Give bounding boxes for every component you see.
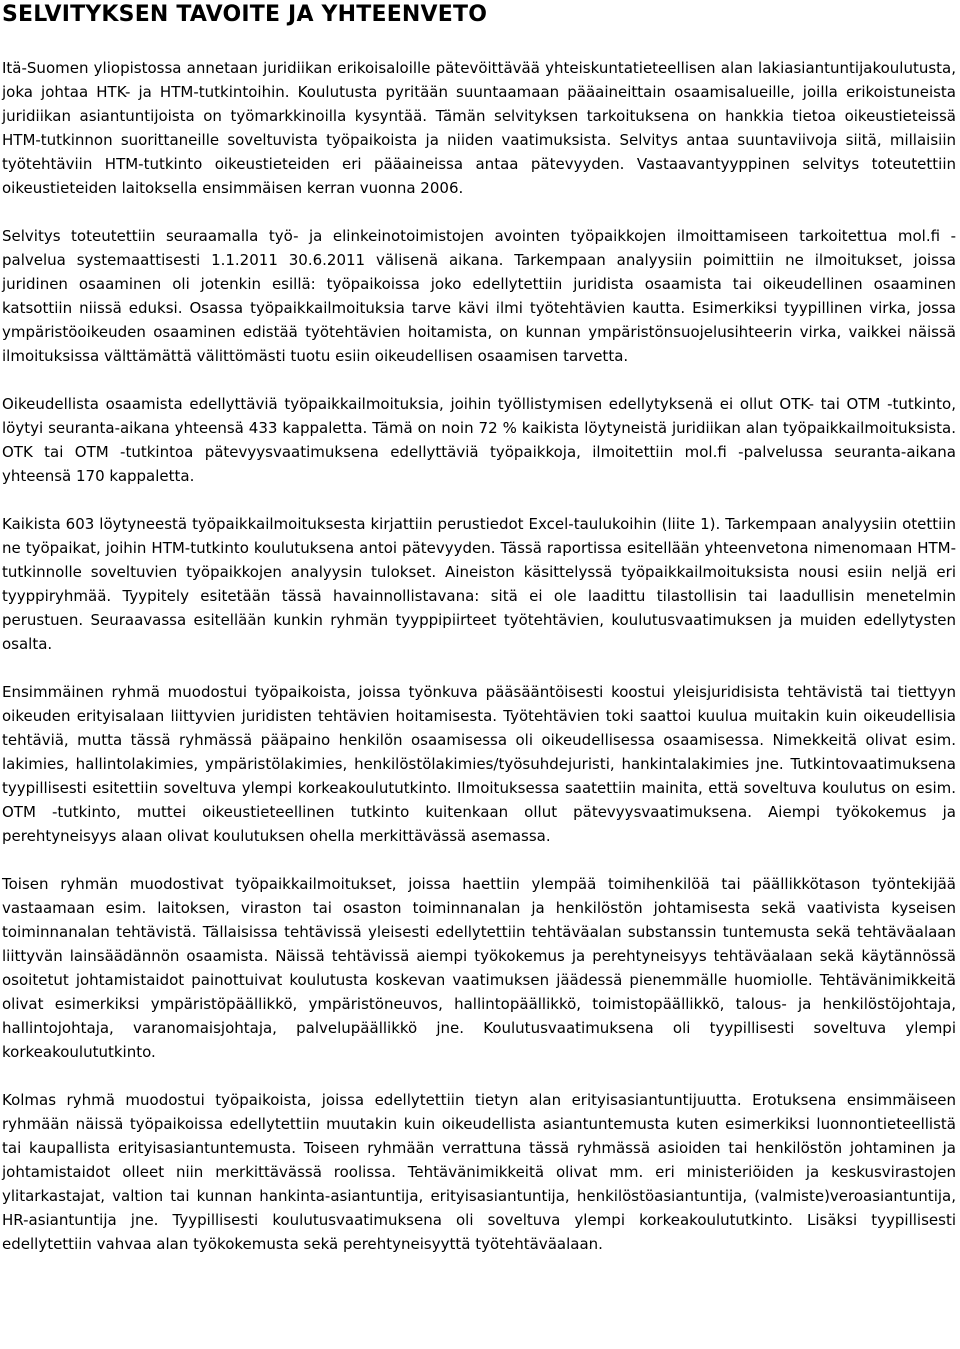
section-heading: SELVITYKSEN TAVOITE JA YHTEENVETO xyxy=(2,2,488,27)
paragraph-method: Selvitys toteutettiin seuraamalla työ- ja elinkeinotoimistojen avointen työpaikkojen ilmoittamiseen tarkoitettua mol.fi -palvelua systemaattisesti 1.1.2011 30.6.2011 välisenä aikana. Tarkempaan analyysiin poimittiin ne ilmoitukset, joissa juridinen osaaminen oli jotenkin esillä: työpaikoissa joko edellytettiin juridista osaamista tai oikeudellinen osaaminen katsottiin niissä eduksi. Osassa työpaikkailmoituksia tarve kävi ilmi työtehtävien kautta. Esimerkiksi tyypillinen virka, jossa ympäristöoikeuden osaaminen edistää työtehtävien hoitamista, on kunnan ympäristönsuojelusihteerin virka, vaikkei näissä ilmoituksissa välttämättä välittömästi tuotu esiin oikeudellisen osaamisen tarvetta. xyxy=(2,227,956,365)
paragraph-objective: Itä-Suomen yliopistossa annetaan juridiikan erikoisaloille pätevöittävää yhteiskuntatieteellisen alan lakiasiantuntijakoulutusta, joka johtaa HTK- ja HTM-tutkintoihin. Koulutusta pyritään suuntaamaan pääaineittain osaamisalueille, joilla erikoistuneista juridiikan asiantuntijoista on työmarkkinoilla kysyntää. Tämän selvityksen tarkoituksena on hankkia tietoa oikeustieteissä HTM-tutkinnon suorittaneille soveltuvista työpaikoista ja niiden vaatimuksista. Selvitys antaa suuntaviivoja siitä, millaisiin työtehtäviin HTM-tutkinto oikeustieteiden eri pääaineissa antaa pätevyyden. Vastaavantyyppinen selvitys toteutettiin oikeustieteiden laitoksella ensimmäisen kerran vuonna 2006. xyxy=(2,59,956,197)
document-page xyxy=(2,0,956,1280)
paragraph-group-3: Kolmas ryhmä muodostui työpaikoista, joissa edellytettiin tietyn alan erityisasiantuntijuutta. Erotuksena ensimmäiseen ryhmään näissä työpaikoissa edellytettiin muutakin kuin oikeudellista asiantuntemusta kuten esimerkiksi luonnontieteellistä tai kaupallista erityisasiantuntemusta. Toiseen ryhmään verrattuna tässä ryhmässä asioiden tai henkilöstön johtaminen ja johtamistaidot olleet niin merkittävässä roolissa. Tehtävänimikkeitä olivat mm. eri ministeriöiden ja keskusvirastojen ylitarkastajat, valtion tai kunnan hankinta-asiantuntija, erityisasiantuntija, henkilöstöasiantuntija, (valmiste)veroasiantuntija, HR-asiantuntija jne. Tyypillisesti koulutusvaatimuksena oli soveltuva ylempi korkeakoulututkinto. Lisäksi tyypillisesti edellytettiin vahvaa alan työkokemusta sekä perehtyneisyyttä työtehtäväalaan. xyxy=(2,1091,956,1253)
body-text xyxy=(2,56,956,1256)
paragraph-analysis: Kaikista 603 löytyneestä työpaikkailmoituksesta kirjattiin perustiedot Excel-taulukoihin (liite 1). Tarkempaan analyysiin otettiin ne työpaikat, joihin HTM-tutkinto koulutuksena antoi pätevyyden. Tässä raportissa esitellään yhteenvetona nimenomaan HTM-tutkinnolle soveltuvien työpaikkojen analyysin tulokset. Aineiston käsittelyssä työpaikkailmoituksista nousi esiin neljä eri tyyppiryhmää. Tyypitely esitetään tässä havainnollistavana: sitä ei ole laadittu tilastollisin tai laadullisin menetelmin perustuen. Seuraavassa esitellään kunkin ryhmän tyyppipiirteet työtehtävien, koulutusvaatimuksen ja muiden edellytysten osalta. xyxy=(2,515,956,653)
paragraph-group-1: Ensimmäinen ryhmä muodostui työpaikoista, joissa työnkuva pääsääntöisesti koostui yleisjuridisista tehtävistä tai tiettyyn oikeuden erityisalaan liittyvien juridisten tehtävien hoitamisesta. Työtehtävien toki saattoi kuulua muitakin kuin oikeudellisia tehtäviä, mutta tässä ryhmässä pääpaino henkilön osaamisessa oli oikeudellisessa osaamisessa. Nimekkeitä olivat esim. lakimies, hallintolakimies, ympäristölakimies, henkilöstölakimies/työsuhdejuristi, hankintalakimies jne. Tutkintovaatimuksena tyypillisesti esitettiin soveltuva ylempi korkeakoulututkinto. Ilmoituksessa saatettiin mainita, että soveltuva koulutus on esim. OTM -tutkinto, muttei oikeustieteellinen tutkinto kuitenkaan ollut pätevyysvaatimuksena. Aiempi työkokemus ja perehtyneisyys alaan olivat koulutuksen ohella merkittävässä asemassa. xyxy=(2,683,956,845)
paragraph-counts: Oikeudellista osaamista edellyttäviä työpaikkailmoituksia, joihin työllistymisen edellytyksenä ei ollut OTK- tai OTM -tutkinto, löytyi seuranta-aikana yhteensä 433 kappaletta. Tämä on noin 72 % kaikista löytyneistä juridiikan alan työpaikkailmoituksista. OTK tai OTM -tutkintoa pätevyysvaatimuksena edellyttäviä työpaikkoja, ilmoitettiin mol.fi -palvelussa seuranta-aikana yhteensä 170 kappaletta. xyxy=(2,395,956,485)
paragraph-group-2: Toisen ryhmän muodostivat työpaikkailmoitukset, joissa haettiin ylempää toimihenkilöä tai päällikkötason työntekijää vastaamaan esim. laitoksen, viraston tai osaston toiminnanalan ja henkilöstön johtamisesta sekä vaativista kyseisen toiminnanalan tehtävistä. Tällaisissa tehtävissä yleisesti edellytettiin tehtäväalan substanssin tuntemusta sekä tehtäväalaan liittyvän lainsäädännön osaamista. Näissä tehtävissä aiempi työkokemus ja perehtyneisyys tehtäväalaan sekä käytännössä osoitetut johtamistaidot painottuivat koulutusta koskevan vaatimuksen jäädessä pienemmälle huomiolle. Tehtävänimikkeitä olivat esimerkiksi ympäristöpäällikkö, ympäristöneuvos, hallintopäällikkö, toimistopäällikkö, talous- ja henkilöstöjohtaja, hallintojohtaja, varanomaisjohtaja, palvelupäällikkö jne. Koulutusvaatimuksena oli tyypillisesti soveltuva ylempi korkeakoulututkinto. xyxy=(2,875,956,1061)
